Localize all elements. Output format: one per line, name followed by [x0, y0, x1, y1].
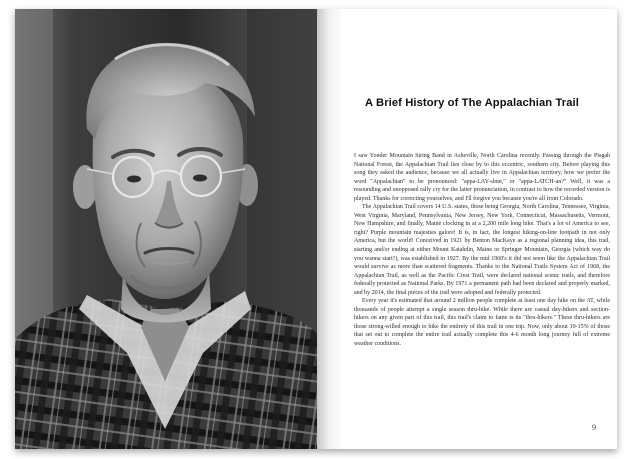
chapter-title: A Brief History of The Appalachian Trail [365, 97, 579, 109]
paragraph: Every year it's estimated that around 2 million people complete at least one day hike on the AT, while thousands of people attempt a single season thru-hike. While there are casual day-hikers and section-hikers on any given part of this trail, this trail's claim to fame is its "thru-hikers." These thru-hikers are those strong-willed enough to hike the entirety of this trail in one trip. Now, only about 10-15% of those that set out to complete the entire trail actually complete this 4-6 month long journey full of extreme weather conditions. [354, 298, 610, 348]
body-text [354, 152, 610, 349]
page-gutter-shadow [317, 9, 343, 449]
portrait-photo [15, 9, 317, 449]
paragraph: The Appalachian Trail covers 14 U.S. states, those being Georgia, North Carolina, Tennessee, Virginia, West Virginia, Maryland, Pennsylvania, New Jersey, New York, Connecticut, Massachusetts, Vermont, New Hampshire, and finally, Maine clocking in at a 2,200 mile long hike. That's a lot of America to see, right? Purple mountain majesties galore! It is, in fact, the longest hiking-on-line footpath in not only America, but the world! Conceived in 1921 by Benton MacKaye as a regional planning idea, this trail, starting and/or ending at either Mount Katahdin, Maine or Springer Mountain, Georgia (which way do you wanna start?), was established in 1927. By the mid 1960's it did not seem like the Appalachian Trail would survive as more than scattered fragments. Thanks to the National Trails System Act of 1968, the Appalachian Trail, as well as the Pacific Crest Trail, were declared national scenic trails, and therefore federally protected as National Parks. By 1971 a permanent path had been declared and properly marked, and by 2014, the final pieces of the trail were adopted and federally protected. [354, 204, 610, 296]
open-book [15, 9, 617, 449]
right-page-text [317, 9, 617, 449]
paragraph: I saw Yonder Mountain String Band in Asheville, North Carolina recently. Passing through the Pisgah National Forest, the Appalachian Trail lies close by to this eccentric, southern city. Before playing this song they asked the audience, because we all actually live in Appalachian territory, how we prefer the word "Appalachian" to be pronounced: "appa-LAY-shun," or "appa-LATCH-an?" Well, it was a resounding and unopposed rally cry for the latter pronunciation, in contrast to how the recorded version is played. Thanks for correcting yourselves, and I'll forgive you because you're all from Colorado. [354, 153, 610, 202]
page-number: 9 [592, 423, 596, 432]
left-page-photo [15, 9, 317, 449]
